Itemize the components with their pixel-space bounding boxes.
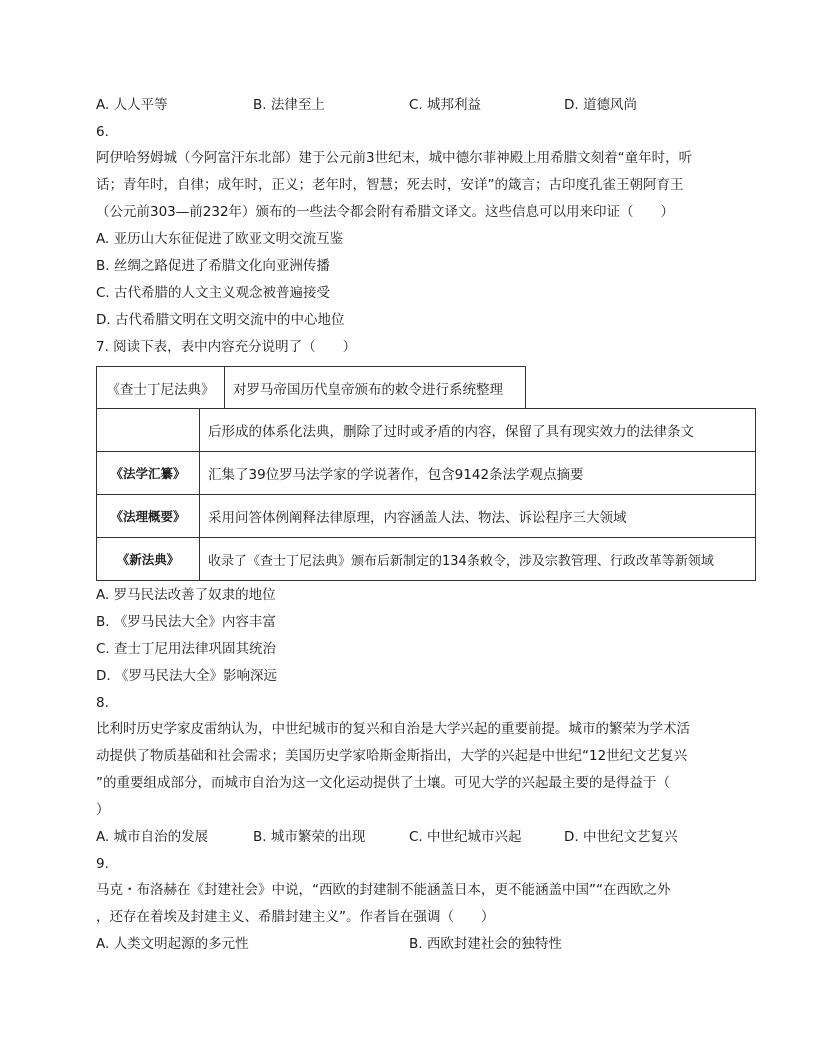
table-row <box>97 409 756 452</box>
table-cell: 《新法典》 <box>97 538 200 581</box>
table-cell: 采用问答体例阐释法律原理，内容涵盖人法、物法、诉讼程序三大领域 <box>200 495 756 538</box>
q8-option-b: B. 城市繁荣的出现 <box>253 829 366 845</box>
table-row <box>97 495 756 538</box>
q5-option-a: A. 人人平等 <box>96 97 168 113</box>
q6-number: 6. <box>96 124 109 140</box>
table-row <box>97 538 756 581</box>
table-header-cell: 《查士丁尼法典》 <box>96 366 225 408</box>
q7-option-a: A. 罗马民法改善了奴隶的地位 <box>96 587 276 603</box>
table-header-cell: 对罗马帝国历代皇帝颁布的敕令进行系统整理 <box>225 366 526 408</box>
q8-stem-line: ”的重要组成部分，而城市自治为这一文化运动提供了土壤。可见大学的兴起最主要的是得益于（ <box>96 775 670 791</box>
q6-stem-line: 阿伊哈努姆城（今阿富汗东北部）建于公元前3世纪末，城中德尔菲神殿上用希腊文刻着“童年时，听 <box>96 150 693 166</box>
table-cell: 收录了《查士丁尼法典》颁布后新制定的134条敕令，涉及宗教管理、行政改革等新领域 <box>200 538 756 581</box>
q7-table <box>96 408 756 581</box>
q7-option-c: C. 查士丁尼用法律巩固其统治 <box>96 641 277 657</box>
q7-option-b: B. 《罗马民法大全》内容丰富 <box>96 614 276 630</box>
q9-option-a: A. 人类文明起源的多元性 <box>96 936 249 952</box>
q8-option-c: C. 中世纪城市兴起 <box>409 829 522 845</box>
table-cell <box>97 409 200 452</box>
q5-option-d: D. 道德风尚 <box>564 97 637 113</box>
q9-stem-line: ，还存在着埃及封建主义、希腊封建主义”。作者旨在强调（ ） <box>96 909 495 925</box>
q6-option-a: A. 亚历山大东征促进了欧亚文明交流互鉴 <box>96 231 344 247</box>
table-cell: 《法理概要》 <box>97 495 200 538</box>
table-cell: 后形成的体系化法典，删除了过时或矛盾的内容，保留了具有现实效力的法律条文 <box>200 409 756 452</box>
table-cell: 《法学汇纂》 <box>97 452 200 495</box>
q8-stem-line: 比利时历史学家皮雷纳认为，中世纪城市的复兴和自治是大学兴起的重要前提。城市的繁荣为学术活 <box>96 721 690 737</box>
q7-table-header <box>96 366 526 408</box>
q9-number: 9. <box>96 856 109 872</box>
table-row <box>97 452 756 495</box>
q6-option-d: D. 古代希腊文明在文明交流中的中心地位 <box>96 312 345 328</box>
q6-stem-line: （公元前303—前232年）颁布的一些法令都会附有希腊文译文。这些信息可以用来印证（ ） <box>96 204 675 220</box>
q8-number: 8. <box>96 695 109 711</box>
q9-option-b: B. 西欧封建社会的独特性 <box>409 936 562 952</box>
q9-stem-line: 马克・布洛赫在《封建社会》中说，“西欧的封建制不能涵盖日本，更不能涵盖中国”“在西欧之外 <box>96 882 671 898</box>
q8-stem-line: ） <box>96 802 110 818</box>
q7-stem: 7. 阅读下表，表中内容充分说明了（ ） <box>96 339 357 355</box>
q8-option-d: D. 中世纪文艺复兴 <box>564 829 678 845</box>
q5-option-c: C. 城邦利益 <box>409 97 482 113</box>
q6-option-b: B. 丝绸之路促进了希腊文化向亚洲传播 <box>96 258 330 274</box>
table-cell: 汇集了39位罗马法学家的学说著作，包含9142条法学观点摘要 <box>200 452 756 495</box>
q7-option-d: D. 《罗马民法大全》影响深远 <box>96 668 277 684</box>
q8-option-a: A. 城市自治的发展 <box>96 829 209 845</box>
q8-stem-line: 动提供了物质基础和社会需求；美国历史学家哈斯金斯指出，大学的兴起是中世纪“12世纪文艺复兴 <box>96 748 688 764</box>
q5-option-b: B. 法律至上 <box>253 97 325 113</box>
q6-stem-line: 话；青年时，自律；成年时，正义；老年时，智慧；死去时，安详”的箴言；古印度孔雀王朝阿育王 <box>96 177 684 193</box>
q6-option-c: C. 古代希腊的人文主义观念被普遍接受 <box>96 285 331 301</box>
